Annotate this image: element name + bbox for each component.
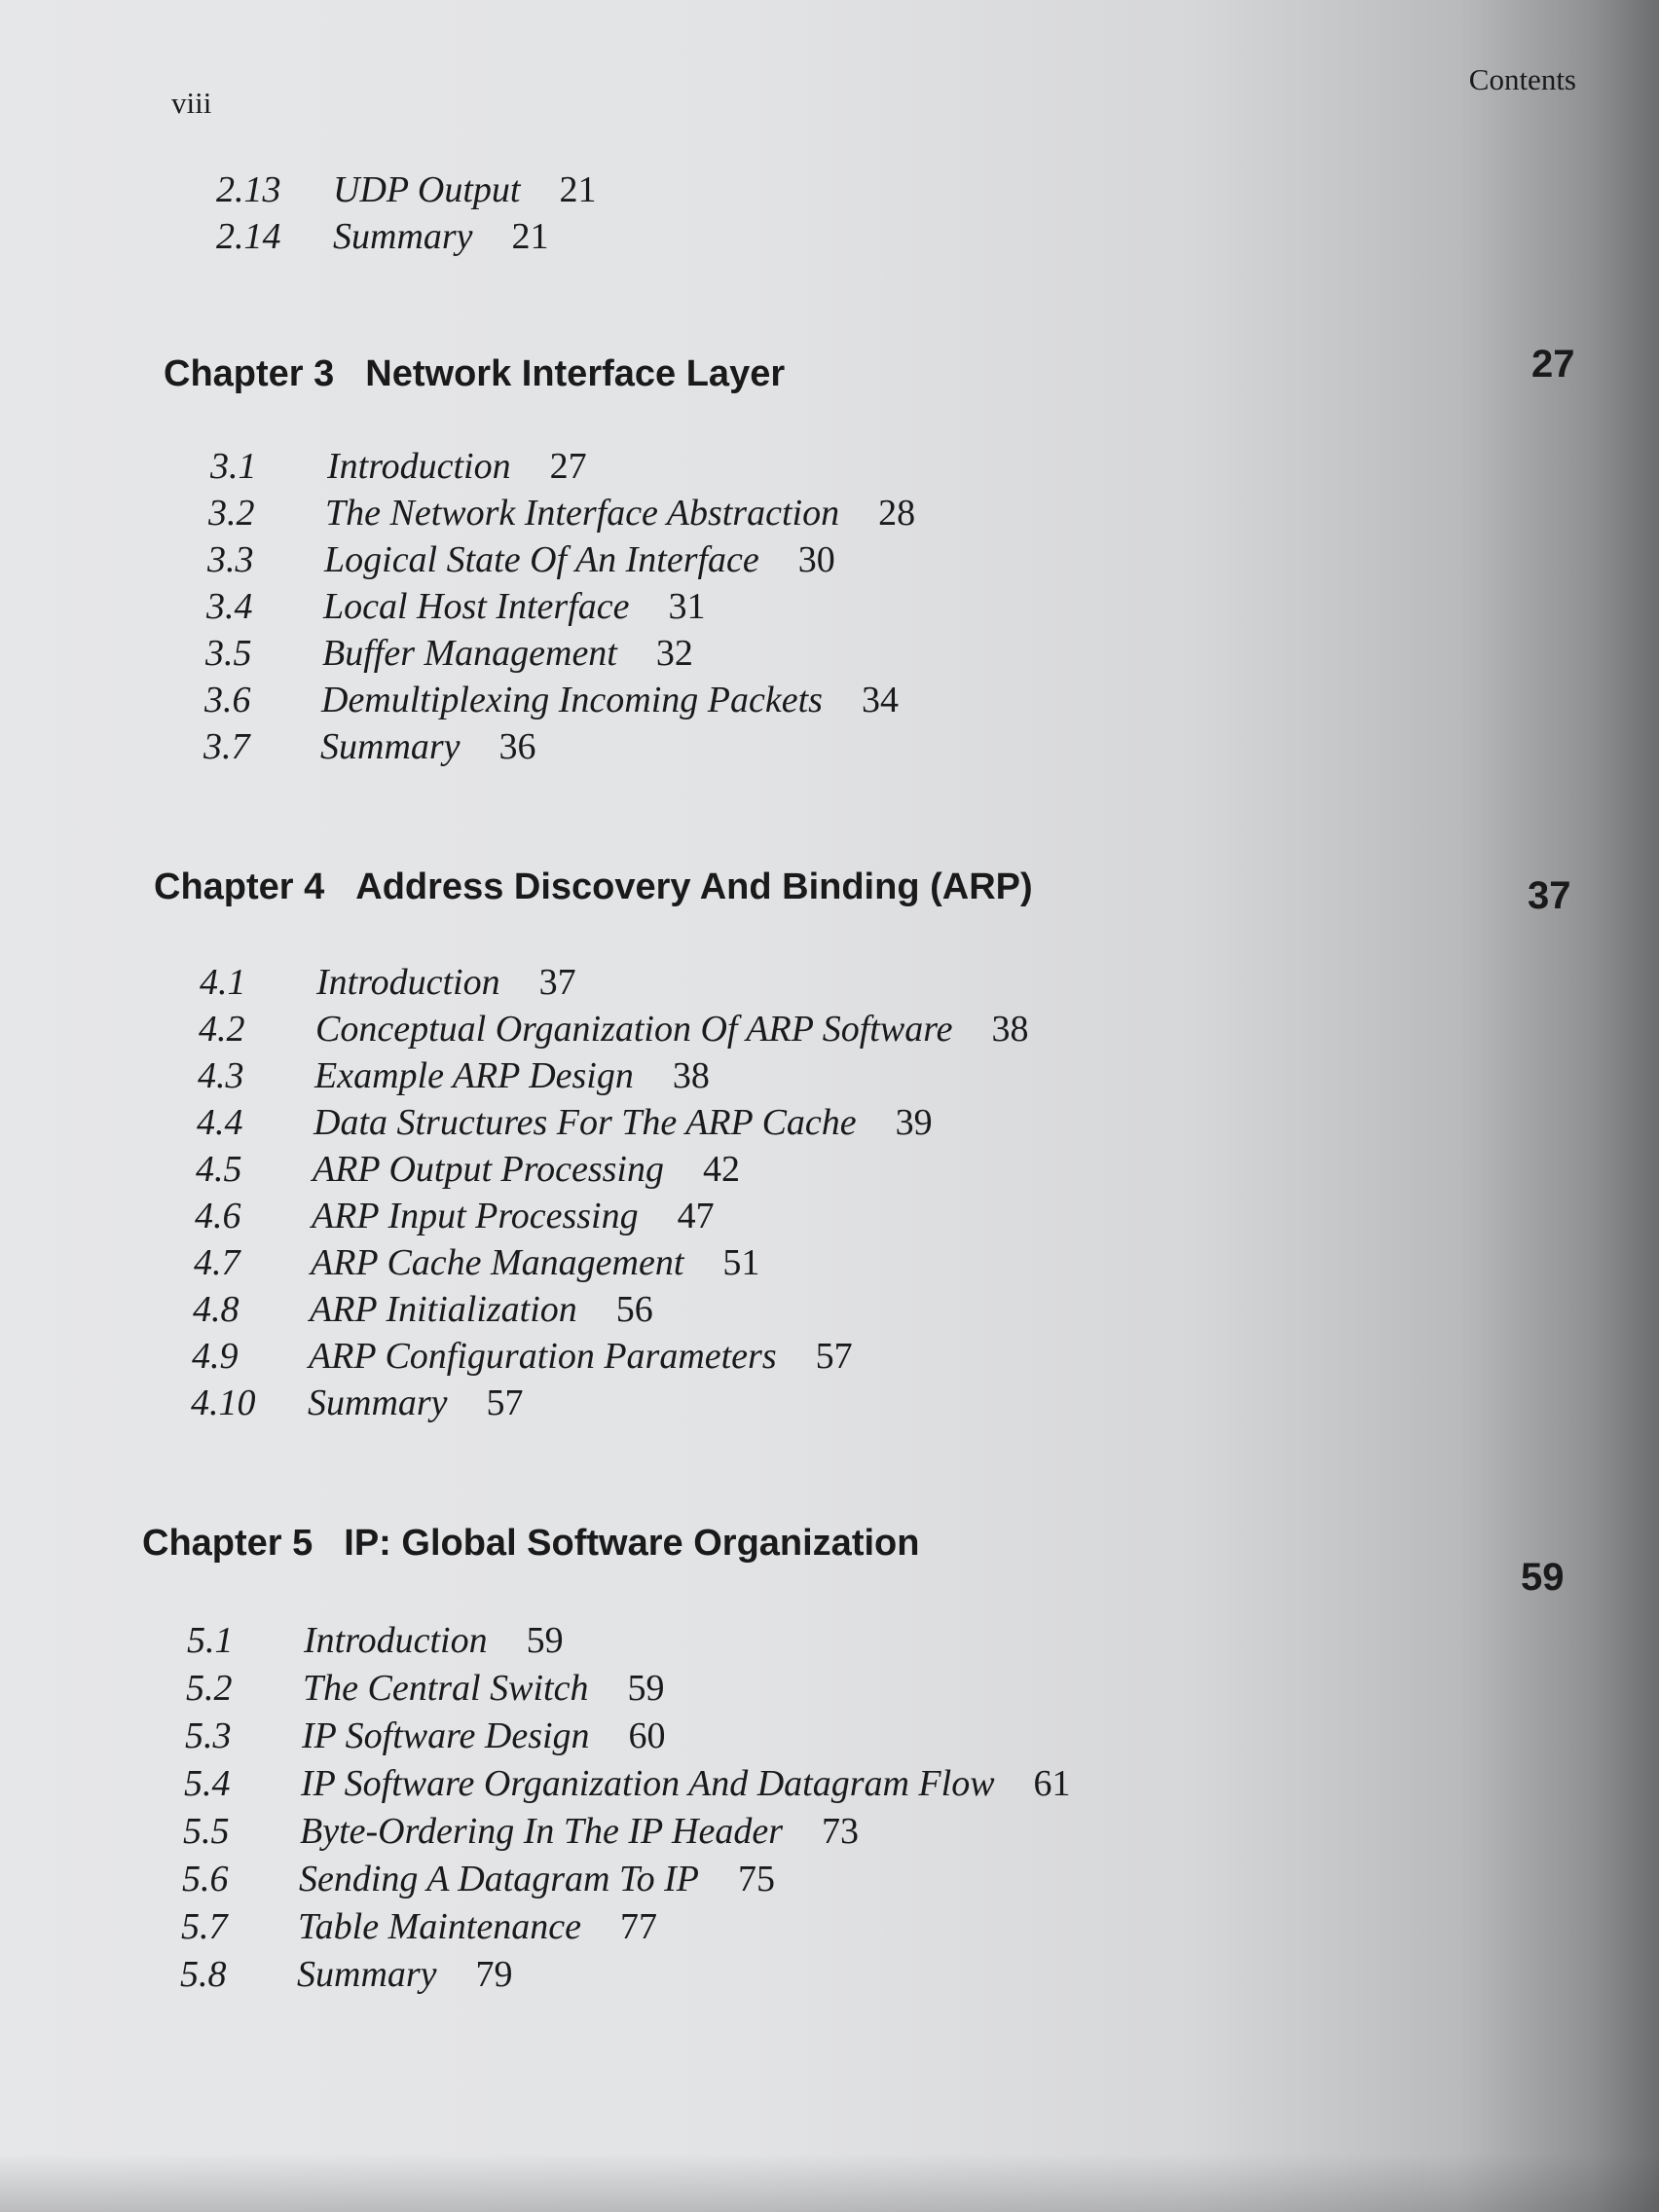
section-title: Logical State Of An Interface	[324, 539, 759, 580]
section-number: 4.9	[192, 1336, 239, 1377]
section-number: 3.7	[203, 726, 250, 767]
chapter-label: Chapter 3	[164, 353, 335, 394]
section-title: UDP Output	[333, 169, 521, 210]
section-page: 28	[878, 493, 916, 534]
toc-entry	[198, 1057, 710, 1094]
section-title: Data Structures For The ARP Cache	[313, 1102, 857, 1143]
toc-entry	[205, 635, 693, 672]
section-number: 5.4	[184, 1763, 231, 1804]
section-page: 57	[486, 1382, 524, 1423]
section-page: 30	[797, 539, 835, 580]
toc-entry	[199, 1011, 1028, 1048]
chapter-title: Address Discovery And Binding (ARP)	[355, 866, 1033, 907]
section-title: Summary	[320, 726, 461, 767]
section-title: Demultiplexing Incoming Packets	[321, 680, 823, 720]
section-number: 4.3	[198, 1055, 244, 1096]
running-title: Contents	[1468, 62, 1576, 96]
section-title: ARP Initialization	[310, 1289, 577, 1330]
toc-entry	[194, 1244, 759, 1281]
section-number: 5.8	[180, 1954, 227, 1995]
section-page: 36	[498, 726, 536, 767]
section-page: 27	[549, 446, 587, 487]
section-number: 4.1	[200, 962, 246, 1003]
toc-entry	[185, 1717, 666, 1754]
toc-entry	[216, 171, 596, 208]
chapter-label: Chapter 4	[154, 866, 325, 907]
section-title: Introduction	[327, 446, 511, 487]
toc-entry	[196, 1151, 740, 1188]
section-page: 34	[861, 680, 899, 720]
section-title: ARP Input Processing	[312, 1196, 639, 1236]
toc-entry	[197, 1104, 933, 1141]
chapter-heading	[164, 355, 785, 392]
toc-entry	[183, 1813, 859, 1850]
toc-entry	[216, 218, 549, 255]
section-number: 3.5	[205, 633, 252, 674]
toc-entry	[182, 1861, 775, 1898]
section-title: Example ARP Design	[314, 1055, 634, 1096]
section-title: Local Host Interface	[323, 586, 630, 627]
section-number: 2.14	[216, 216, 281, 257]
section-page: 57	[815, 1336, 853, 1377]
section-number: 5.7	[181, 1906, 228, 1947]
section-number: 3.2	[208, 493, 255, 534]
section-number: 4.6	[195, 1196, 241, 1236]
section-title: Sending A Datagram To IP	[299, 1859, 700, 1899]
chapter-page: 59	[1521, 1556, 1565, 1599]
section-title: ARP Output Processing	[313, 1149, 664, 1190]
chapter-title: Network Interface Layer	[365, 353, 786, 394]
toc-entry	[203, 728, 536, 765]
section-title: IP Software Design	[302, 1715, 590, 1756]
page-number: viii	[171, 86, 212, 120]
section-page: 61	[1033, 1763, 1071, 1804]
toc-entry	[184, 1765, 1071, 1802]
section-title: Introduction	[316, 962, 500, 1003]
section-page: 38	[672, 1055, 710, 1096]
section-page: 31	[668, 586, 706, 627]
toc-entry	[186, 1670, 664, 1707]
toc-entry	[180, 1956, 513, 1993]
toc-entry	[181, 1908, 657, 1945]
section-number: 4.7	[194, 1242, 240, 1283]
toc-entry	[191, 1384, 524, 1421]
section-page: 77	[619, 1906, 657, 1947]
toc-entry	[200, 964, 576, 1001]
section-title: Summary	[308, 1382, 448, 1423]
toc-entry	[210, 448, 587, 485]
section-title: Byte-Ordering In The IP Header	[300, 1811, 783, 1852]
section-page: 21	[559, 169, 597, 210]
section-title: The Network Interface Abstraction	[325, 493, 840, 534]
section-page: 75	[738, 1859, 776, 1899]
section-page: 59	[526, 1620, 564, 1661]
section-number: 5.1	[187, 1620, 234, 1661]
section-number: 4.4	[197, 1102, 243, 1143]
section-page: 59	[627, 1668, 665, 1709]
section-number: 4.5	[196, 1149, 242, 1190]
section-title: Table Maintenance	[298, 1906, 581, 1947]
section-title: ARP Configuration Parameters	[309, 1336, 777, 1377]
toc-entry	[195, 1198, 715, 1235]
section-page: 73	[822, 1811, 859, 1852]
toc-entry	[208, 495, 915, 532]
page-bottom-shadow	[0, 2154, 1659, 2212]
toc-entry	[207, 541, 835, 578]
section-number: 4.10	[191, 1382, 256, 1423]
chapter-label: Chapter 5	[142, 1523, 313, 1564]
section-page: 21	[511, 216, 549, 257]
section-page: 56	[615, 1289, 653, 1330]
section-number: 4.2	[199, 1009, 245, 1050]
toc-entry	[206, 588, 706, 625]
section-number: 3.6	[204, 680, 251, 720]
section-title: Conceptual Organization Of ARP Software	[315, 1009, 953, 1050]
chapter-title: IP: Global Software Organization	[344, 1523, 920, 1564]
section-number: 3.3	[207, 539, 254, 580]
section-title: Summary	[333, 216, 473, 257]
section-title: ARP Cache Management	[311, 1242, 684, 1283]
section-number: 5.2	[186, 1668, 233, 1709]
section-title: The Central Switch	[303, 1668, 589, 1709]
toc-entry	[192, 1338, 853, 1375]
chapter-page: 27	[1531, 343, 1575, 386]
section-page: 39	[895, 1102, 933, 1143]
section-page: 60	[628, 1715, 666, 1756]
section-number: 2.13	[216, 169, 281, 210]
section-page: 42	[702, 1149, 740, 1190]
section-number: 5.6	[182, 1859, 229, 1899]
section-number: 5.3	[185, 1715, 232, 1756]
section-number: 3.1	[210, 446, 257, 487]
section-page: 32	[655, 633, 693, 674]
section-number: 3.4	[206, 586, 253, 627]
section-title: Introduction	[304, 1620, 488, 1661]
section-page: 38	[991, 1009, 1029, 1050]
section-title: Summary	[297, 1954, 437, 1995]
toc-entry	[187, 1622, 564, 1659]
section-page: 51	[722, 1242, 760, 1283]
section-page: 79	[475, 1954, 513, 1995]
section-title: IP Software Organization And Datagram Flow	[301, 1763, 995, 1804]
section-title: Buffer Management	[322, 633, 617, 674]
chapter-heading	[154, 868, 1033, 905]
section-number: 4.8	[193, 1289, 240, 1330]
toc-entry	[193, 1291, 653, 1328]
chapter-page: 37	[1528, 874, 1571, 917]
toc-entry	[204, 682, 899, 719]
chapter-heading	[142, 1525, 919, 1562]
section-number: 5.5	[183, 1811, 230, 1852]
section-page: 37	[538, 962, 576, 1003]
section-page: 47	[677, 1196, 715, 1236]
